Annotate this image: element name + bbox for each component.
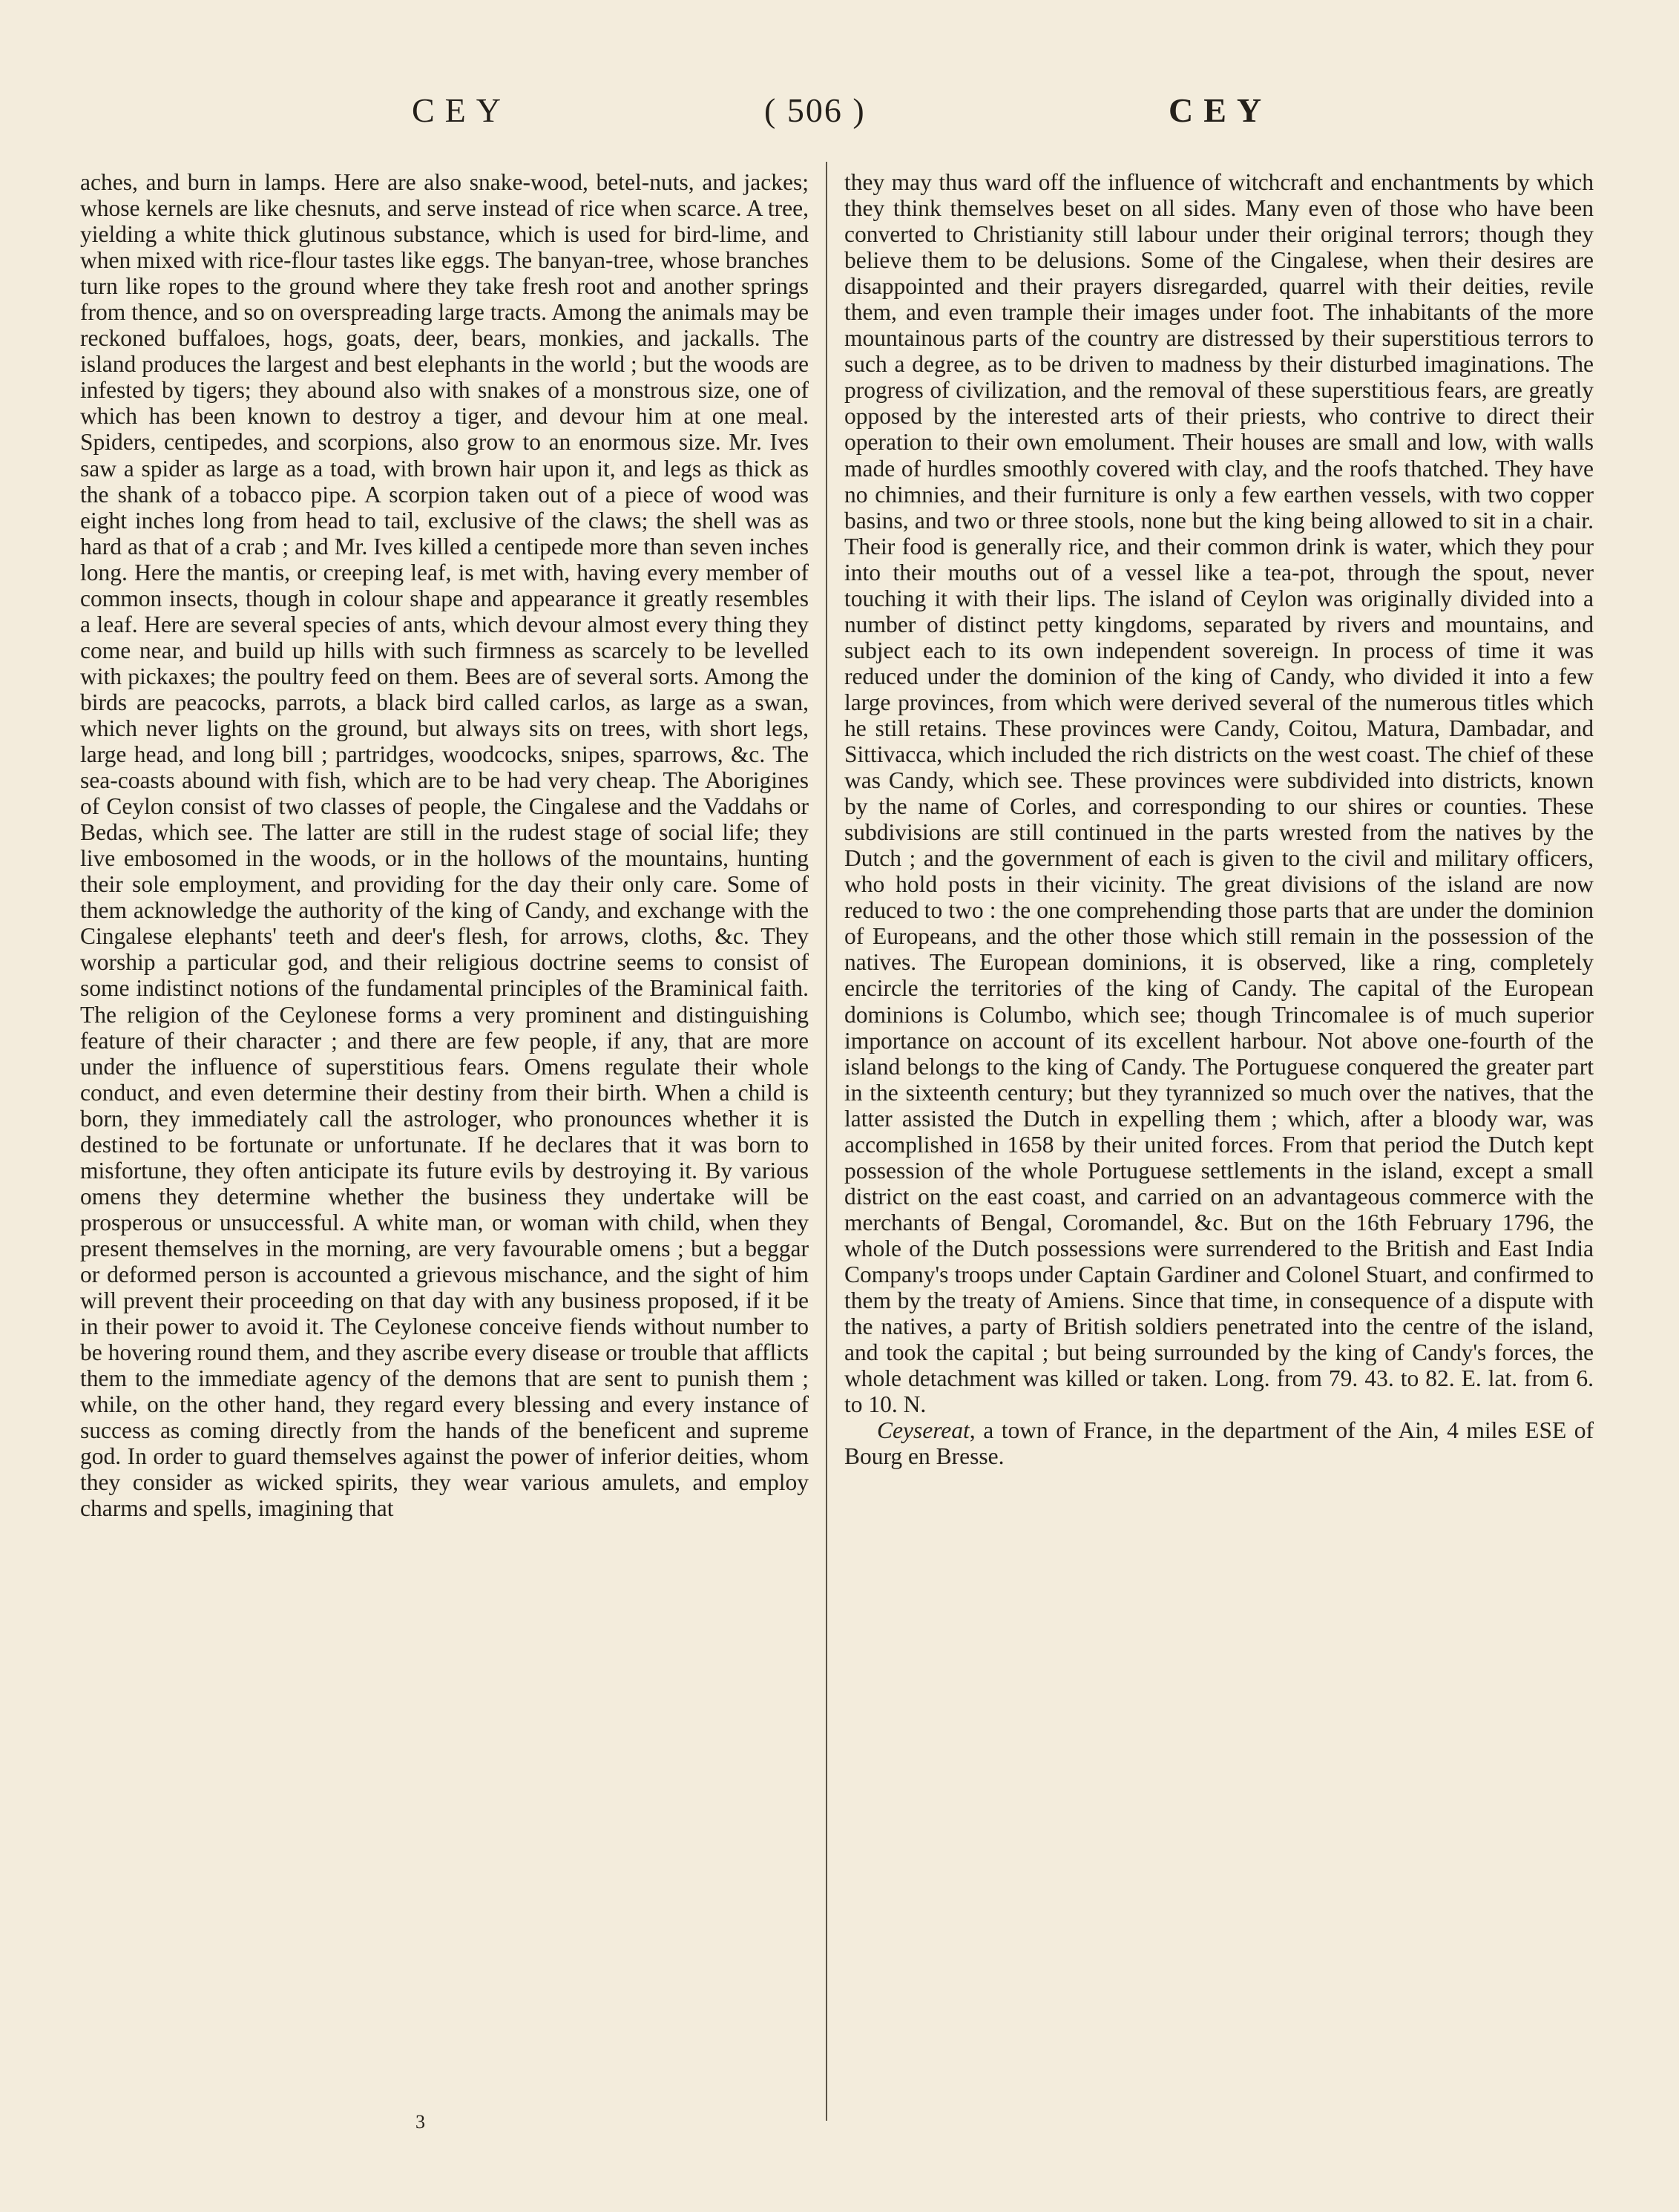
left-column-text: aches, and burn in lamps. Here are also snake-wood, betel-nuts, and jackes; whose kernels are like chesnuts, and serve instead of rice when scarce. A tree, yielding a white thick glutinous substance, which is used for bird-lime, and when mixed with rice-flour tastes like eggs. The banyan-tree, whose branches turn like ropes to the ground where they take fresh root and another springs from thence, and so on overspreading large tracts. Among the animals may be reckoned buffaloes, hogs, goats, deer, bears, monkies, and jackalls. The island produces the largest and best elephants in the world ; but the woods are infested by tigers; they abound also with snakes of a monstrous size, one of which has been known to destroy a tiger, and devour him at one meal. Spiders, centipedes, and scorpions, also grow to an enormous size. Mr. Ives saw a spider as large as a toad, with brown hair upon it, and legs as thick as the shank of a tobacco pipe. A scorpion taken out of a piece of wood was eight inches long from head to tail, exclusive of the claws; the shell was as hard as that of a crab ; and Mr. Ives killed a centipede more than seven inches long. Here the mantis, or creeping leaf, is met with, having every member of common insects, though in colour shape and appearance it greatly resembles a leaf. Here are several species of ants, which devour almost every thing they come near, and build up hills with such firmness as scarcely to be levelled with pickaxes; the poultry feed on them. Bees are of several sorts. Among the birds are peacocks, parrots, a black bird called carlos, as large as a swan, which never lights on the ground, but always sits on trees, with short legs, large head, and long bill ; partridges, woodcocks, snipes, sparrows, &c. The sea-coasts abound with fish, which are to be had very cheap. The Aborigines of Ceylon consist of two classes of people, the Cingalese and the Vaddahs or Bedas, which see. The latter are still in the rudest stage of social life; they live embosomed in the woods, or in the hollows of the mountains, hunting their sole employment, and providing for the day their only care. Some of them acknowledge the authority of the king of Candy, and exchange with the Cingalese elephants' teeth and deer's flesh, for arrows, cloths, &c. They worship a particular god, and their religious doctrine seems to consist of some indistinct notions of the fundamental principles of the Braminical faith. The religion of the Ceylonese forms a very prominent and distinguishing feature of their character ; and there are few people, if any, that are more under the influence of superstitious fears. Omens regulate their whole conduct, and even determine their destiny from their birth. When a child is born, they immediately call the astrologer, who pronounces whether it is destined to be fortunate or unfortunate. If he declares that it was born to misfortune, they often anticipate its future evils by destroying it. By various omens they determine whether the business they undertake will be prosperous or unsuccessful. A white man, or woman with child, when they present themselves in the morning, are very favourable omens ; but a beggar or deformed person is accounted a grievous mischance, and the sight of him will prevent their proceeding on that day with any business proposed, if it be in their power to avoid it. The Ceylonese conceive fiends without number to be hovering round them, and they ascribe every disease or trouble that afflicts them to the immediate agency of the demons that are sent to punish them ; while, on the other hand, they regard every blessing and every instance of success as coming directly from the hands of the beneficent and supreme god. In order to guard themselves against the power of inferior deities, whom they consider as wicked spirits, they wear various amulets, and employ charms and spells, imagining that (80, 169, 809, 1522)
entry-term: Ceysereat (877, 1417, 970, 1444)
left-column (80, 169, 809, 1521)
page-number: ( 506 ) (764, 91, 866, 129)
entry-text: , a town of France, in the department of the Ain, 4 miles ESE of Bourg en Bresse. (844, 1417, 1594, 1470)
right-column (844, 169, 1594, 1469)
right-column-text: they may thus ward off the influence of witchcraft and enchantments by which they think themselves beset on all sides. Many even of those who have been converted to Christianity still labour under their original terrors; though they believe them to be delusions. Some of the Cingalese, when their desires are disappointed and their prayers disregarded, quarrel with their deities, revile them, and even trample their images under foot. The inhabitants of the more mountainous parts of the country are distressed by their superstitious terrors to such a degree, as to be driven to madness by their disturbed imaginations. The progress of civilization, and the removal of these superstitious fears, are greatly opposed by the interested arts of their priests, who contrive to direct their operation to their own emolument. Their houses are small and low, with walls made of hurdles smoothly covered with clay, and the roofs thatched. They have no chimnies, and their furniture is only a few earthen vessels, with two copper basins, and two or three stools, none but the king being allowed to sit in a chair. Their food is generally rice, and their common drink is water, which they pour into their mouths out of a vessel like a tea-pot, through the spout, never touching it with their lips. The island of Ceylon was originally divided into a number of distinct petty kingdoms, separated by rivers and mountains, and subject each to its own independent sovereign. In process of time it was reduced under the dominion of the king of Candy, who divided it into a few large provinces, from which were derived several of the numerous titles which he still retains. These provinces were Candy, Coitou, Matura, Dambadar, and Sittivacca, which included the rich districts on the west coast. The chief of these was Candy, which see. These provinces were subdivided into districts, known by the name of Corles, and corresponding to our shires or counties. These subdivisions are still continued in the parts wrested from the natives by the Dutch ; and the government of each is given to the civil and military officers, who hold posts in their vicinity. The great divisions of the island are now reduced to two : the one comprehending those parts that are under the dominion of Europeans, and the other those which still remain in the possession of the natives. The European dominions, it is observed, like a ring, completely encircle the territories of the king of Candy. The capital of the European dominions is Columbo, which see; though Trincomalee is of much superior importance on account of its excellent harbour. Not above one-fourth of the island belongs to the king of Candy. The Portuguese conquered the greater part in the sixteenth century; but they tyrannized so much over the natives, that the latter assisted the Dutch in expelling them ; which, after a bloody war, was accomplished in 1658 by their united forces. From that period the Dutch kept possession of the whole Portuguese settlements in the island, except a small district on the east coast, and carried on an advantageous commerce with the merchants of Bengal, Coromandel, &c. But on the 16th February 1796, the whole of the Dutch possessions were surrendered to the British and East India Company's troops under Captain Gardiner and Colonel Stuart, and confirmed to them by the treaty of Amiens. Since that time, in consequence of a dispute with the natives, a party of British soldiers penetrated into the centre of the island, and took the capital ; but being surrounded by the king of Candy's forces, the whole detachment was killed or taken. Long. from 79. 43. to 82. E. lat. from 6. to 10. N. (844, 169, 1594, 1418)
signature-mark: 3 (415, 2111, 425, 2133)
header-left: CEY (412, 91, 511, 129)
gazetteer-entry (844, 1417, 1594, 1469)
running-head (0, 91, 1679, 150)
column-divider (826, 162, 827, 2121)
header-right: CEY (1169, 91, 1272, 129)
